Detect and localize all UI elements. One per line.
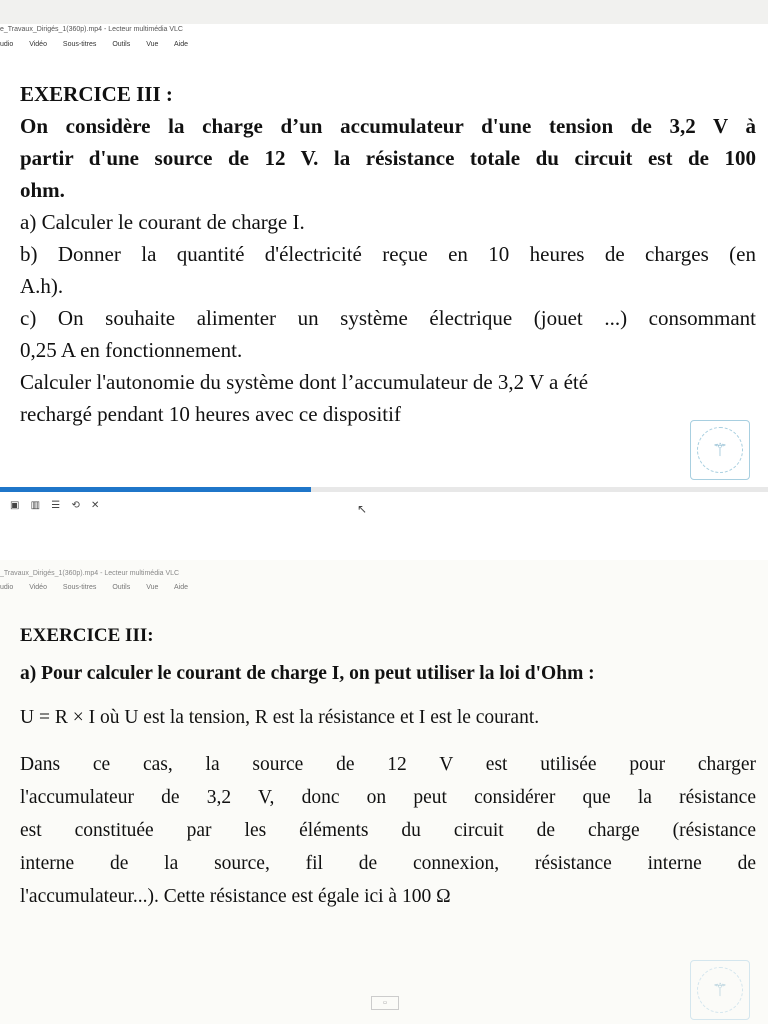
question-b-line-2: A.h).	[20, 274, 64, 298]
window-title: e_Travaux_Dirigés_1(360p).mp4 - Lecteur multimédia VLC	[0, 26, 183, 33]
equalizer-icon[interactable]: ▥	[30, 500, 41, 511]
menu-item-subtitles[interactable]: Sous-titres	[62, 584, 97, 591]
statement-line-1: On considère la charge d’un accumulateur d'une tension de 3,2 V à	[20, 114, 756, 138]
menu-item-tools[interactable]: Outils	[112, 41, 131, 48]
video-frame-bottom	[0, 560, 768, 1024]
statement-line-2: partir d'une source de 12 V. la résistance totale du circuit est de 100	[20, 146, 756, 170]
paragraph-line-3: est constituée par les éléments du circuit de charge (résistance	[20, 820, 756, 841]
solution-paragraph	[20, 748, 756, 913]
timecode-badge: ▭	[371, 996, 399, 1010]
menu-bar	[0, 584, 768, 596]
question-c-line-4: rechargé pendant 10 heures avec ce dispositif	[20, 402, 401, 426]
menu-item-video[interactable]: Vidéo	[29, 41, 47, 48]
player-controls	[10, 500, 107, 514]
exercise-title: EXERCICE III :	[20, 82, 173, 106]
solution-a-text: a) Pour calculer le courant de charge I, on peut utiliser la loi d'Ohm :	[20, 663, 595, 684]
paragraph-line-2: l'accumulateur de 3,2 V, donc on peut considérer que la résistance	[20, 787, 756, 808]
menu-item-view[interactable]: Vue	[146, 584, 159, 591]
playlist-icon[interactable]: ☰	[51, 500, 61, 511]
logo-stamp-icon: ⚚	[690, 420, 750, 480]
window-title: _Travaux_Dirigés_1(360p).mp4 - Lecteur multimédia VLC	[0, 570, 180, 577]
paragraph-line-1: Dans ce cas, la source de 12 V est utilisée pour charger	[20, 754, 756, 775]
mouse-cursor-icon: ↖	[357, 502, 368, 516]
question-b-line-1: b) Donner la quantité d'électricité reçue en 10 heures de charges (en	[20, 242, 756, 266]
question-c-line-3: Calculer l'autonomie du système dont l’accumulateur de 3,2 V a été	[20, 370, 589, 394]
menu-item-view[interactable]: Vue	[146, 41, 159, 48]
ohm-formula-line: U = R × I où U est la tension, R est la résistance et I est le courant.	[20, 707, 540, 728]
loop-icon[interactable]: ⟲	[71, 500, 80, 511]
top-strip	[0, 0, 768, 24]
seek-bar-fill	[0, 487, 311, 492]
statement-line-3: ohm.	[20, 178, 65, 202]
menu-item-video[interactable]: Vidéo	[29, 584, 47, 591]
question-a: a) Calculer le courant de charge I.	[20, 210, 305, 234]
question-c-line-1: c) On souhaite alimenter un système électrique (jouet ...) consommant	[20, 306, 756, 330]
paragraph-line-4: interne de la source, fil de connexion, résistance interne de	[20, 853, 756, 874]
menu-bar	[0, 41, 768, 53]
fullscreen-icon[interactable]: ▣	[10, 500, 20, 511]
paragraph-line-5: l'accumulateur...). Cette résistance est égale ici à 100 Ω	[20, 886, 451, 907]
shuffle-icon[interactable]: ✕	[91, 500, 100, 511]
question-c-line-2: 0,25 A en fonctionnement.	[20, 338, 243, 362]
solution-text	[20, 620, 756, 913]
solution-a	[20, 658, 756, 690]
menu-item-help[interactable]: Aide	[173, 41, 188, 48]
solution-title: EXERCICE III:	[20, 625, 154, 646]
exercise-statement	[20, 78, 756, 430]
menu-item-subtitles[interactable]: Sous-titres	[62, 41, 97, 48]
menu-item-help[interactable]: Aide	[173, 584, 188, 591]
seek-bar[interactable]	[0, 487, 768, 492]
menu-item-audio[interactable]: udio	[0, 584, 14, 591]
logo-stamp-icon: ⚚	[690, 960, 750, 1020]
menu-item-audio[interactable]: udio	[0, 41, 14, 48]
menu-item-tools[interactable]: Outils	[112, 584, 131, 591]
